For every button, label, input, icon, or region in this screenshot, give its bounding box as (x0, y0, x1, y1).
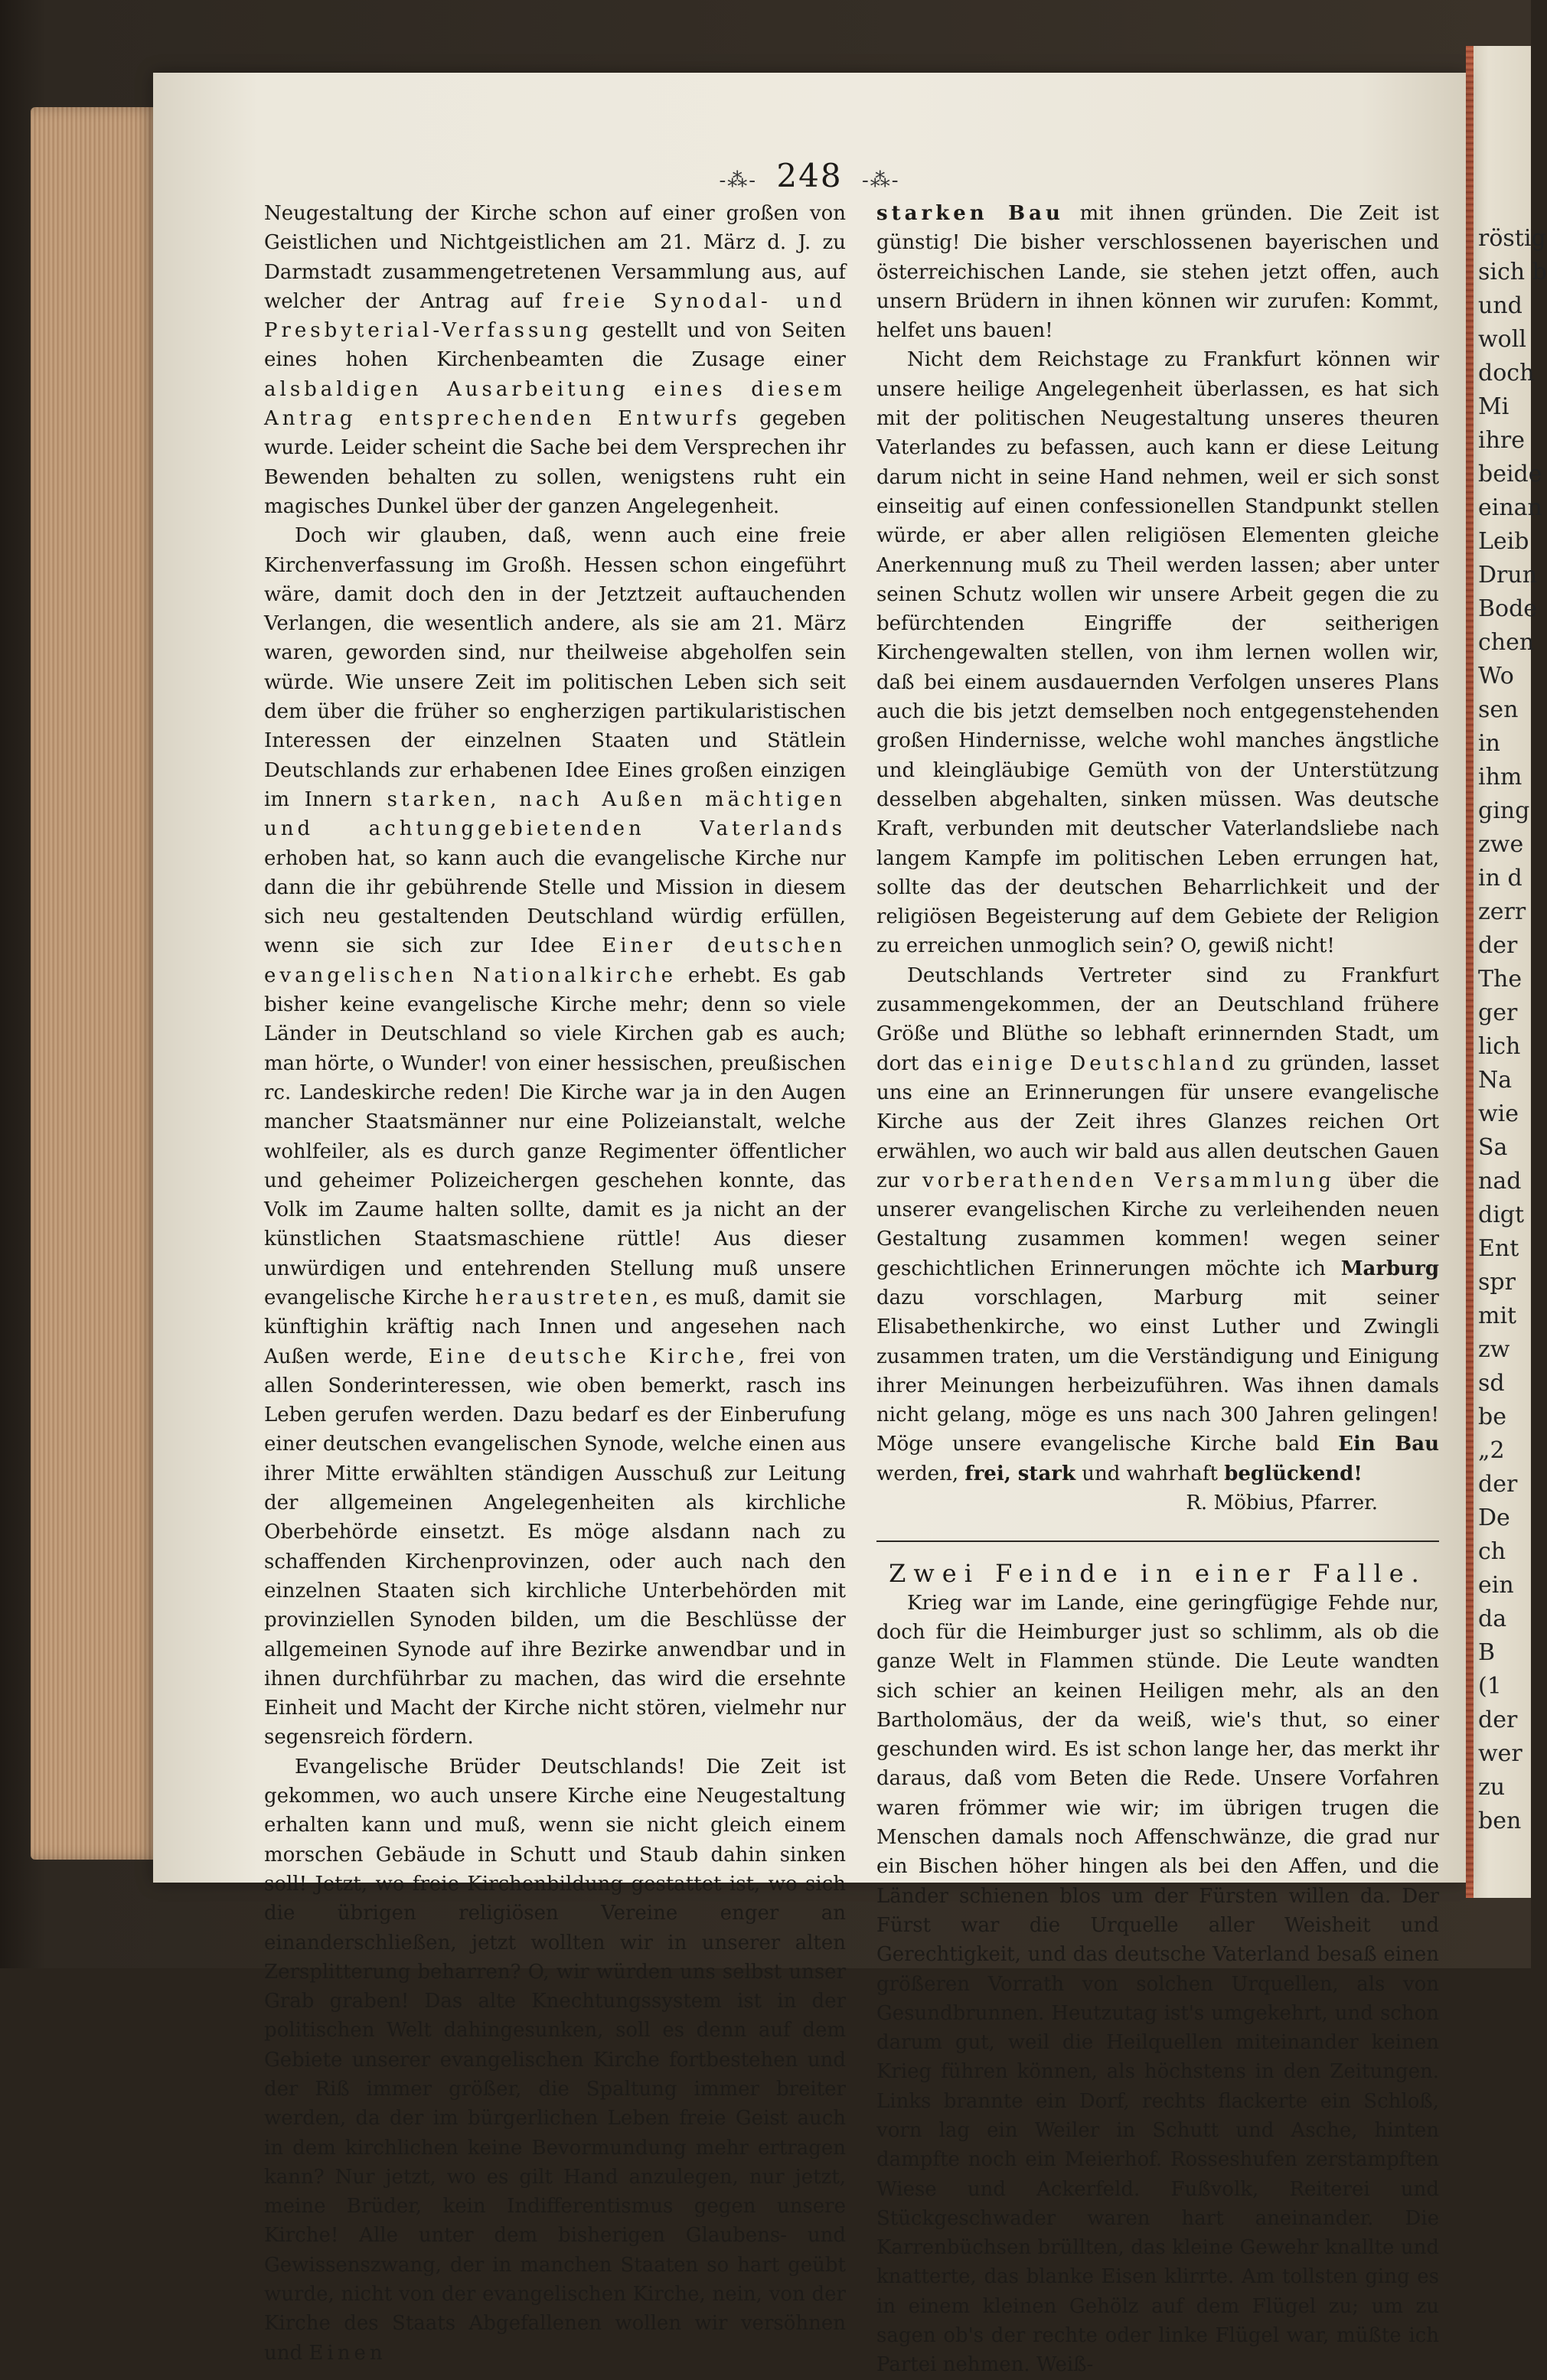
next-page-fragment: einan (1478, 494, 1542, 521)
section-divider (876, 1540, 1439, 1542)
emphasis-spaced: alsbaldigen Ausarbeitung eines diesem Antrag entsprechenden Entwurfs (264, 377, 846, 431)
text-run: Doch wir glauben, daß, wenn auch eine freie Kirchenverfassung im Großh. Hessen schon eingeführt wäre, damit doch den in der Jetztzeit auftauchenden Verlangen, die wesentlich andere, als sie am 21. März waren, geworden sind, nur theilweise abgeholfen sein würde. Wie unsere Zeit im politischen Leben sich seit dem über die früher so engherzigen partikularistischen Interessen der einzelnen Staaten und Stätlein Deutschlands zur erhabenen Idee Eines großen einzigen im Innern (264, 524, 846, 811)
next-page-fragment: ging (1478, 797, 1530, 824)
red-page-edge (1466, 46, 1474, 1898)
emphasis-bold: Ein Bau (1338, 1433, 1440, 1456)
text-run: gestellt und von Seiten eines hohen Kirchenbeamten die Zusage einer (264, 319, 846, 372)
next-page-edge (1466, 46, 1547, 1898)
next-page-fragment: zw (1478, 1336, 1510, 1363)
paragraph (876, 961, 1439, 1488)
next-page-fragment: ihre (1478, 427, 1526, 454)
paragraph (264, 199, 846, 521)
text-run: Nicht dem Reichstage zu Frankfurt können wir unsere heilige Angelegenheit überlassen, es hat sich mit der politischen Neugestaltung unseres theuren Vaterlandes zu befassen, auch kann er diese Leitung darum nicht in seine Hand nehmen, weil er sich sonst einseitig auf einen confessionellen Standpunkt stellen würde, er aber allen religiösen Elementen gleiche Anerkennung muß zu Theil werden lassen; aber unter seinen Schutz wollen wir unsere Arbeit gegen die zu befürchtenden Eingriffe der seitherigen Kirchengewalten stellen, von ihm lernen wollen wir, daß bei einem ausdauernden Verfolgen unseres Plans auch die bis jetzt demselben noch entgegenstehenden großen Hindernisse, welche wohl manches ängstliche und kleingläubige Gemüth von der Unterstützung desselben abgehalten, sinken müssen. Was deutsche Kraft, verbunden mit deutscher Vaterlandsliebe nach langem Kampfe im politischen Leben errungen hat, sollte das der deutschen Beharrlichkeit und der religiösen Begeisterung auf dem Gebiete der Religion zu erreichen unmoglich sein? O, gewiß nicht! (876, 348, 1439, 958)
next-page-fragment: Ent (1478, 1235, 1519, 1262)
next-page-fragment: wie (1478, 1100, 1519, 1127)
text-run: Evangelische Brüder Deutschlands! Die Zeit ist gekommen, wo auch unsere Kirche eine Neugestaltung erhalten kann und muß, wenn sie nicht gleich einem morschen Gebäude in Schutt und Staub dahin sinken soll! Jetzt, wo freie Kirchenbildung gestattet ist, wo sich die übrigen religiösen Vereine enger an einanderschließen, jetzt wollten wir in unserer alten Zersplitterung beharren? O, wir würden uns selbst unser Grab graben! Das alte Knechtungssystem ist in der politischen Welt dahingesunken, soll es denn auf dem Gebiete unserer evangelischen Kirche fortbestehen und der Riß immer größer, die Spaltung immer breiter werden, da der im bürgerlichen Leben freie Geist auch in dem kirchlichen keine Bevormundung mehr ertragen kann? Nur jetzt, wo es gilt Hand anzulegen, nur jetzt, meine Brüder, kein Indifferentismus gegen unsere Kirche! Alle unter dem bisherigen Glaubens- und Gewissenszwang, der in manchen Staaten so hart geübt wurde, nicht von der evangelischen Kirche, nein, von der Kirche des Staats Abgefallenen wollen wir versöhnen und (264, 1755, 846, 2365)
text-run: Deutschlands Vertreter sind zu Frankfurt zusammengekommen, der an Deutschland frühere Größe und Blüthe so lebhaft erinnernden Stadt, um dort das (876, 963, 1439, 1075)
next-page-fragment: zu (1478, 1774, 1506, 1801)
emphasis-bold: beglückend! (1224, 1462, 1363, 1485)
text-run: über die unserer evangelischen Kirche zu verleihenden neuen Gestaltung zusammen kommen! wegen seiner geschichtlichen Erinnerungen möchte ich (876, 1169, 1439, 1280)
next-page-fragment: röstig (1478, 225, 1546, 252)
text-run: gegeben wurde. Leider scheint die Sache bei dem Versprechen ihr Bewenden behalten zu sollen, wenigstens ruht ein magisches Dunkel über der ganzen Angelegenheit. (264, 407, 846, 518)
next-page-fragment: B (1478, 1639, 1496, 1666)
next-page-fragment: sen (1478, 696, 1519, 723)
next-page-fragment: sich b (1478, 259, 1547, 285)
next-page-fragment: der (1478, 932, 1518, 959)
next-page-fragment: wer (1478, 1740, 1523, 1767)
next-page-fragment: Drun (1478, 562, 1538, 588)
text-run: zu gründen, lasset uns eine an Erinnerungen für unsere evangelische Kirche aus der Zeit ihres Glanzes reichen Ort erwählen, wo auch wir bald aus allen deutschen Gauen zur (876, 1051, 1440, 1192)
next-page-fragment: woll (1478, 326, 1526, 353)
emphasis-spaced: freie Synodal- und Presbyterial-Verfassung (264, 289, 846, 343)
ornament-right-icon: -⁂- (861, 169, 900, 192)
text-run: mit ihnen gründen. Die Zeit ist günstig! Die bisher verschlossenen bayerischen und österreichischen Lande, sie stehen jetzt offen, auch unsern Brüdern in ihnen können wir zurufen: Kommt, helfet uns bauen! (876, 202, 1440, 343)
next-page-fragment: digt (1478, 1201, 1525, 1228)
next-page-fragment: lich (1478, 1033, 1521, 1060)
next-page-fragment: chen (1478, 629, 1535, 656)
next-page-fragment: ein (1478, 1572, 1514, 1599)
text-run: werden, (876, 1462, 959, 1485)
next-page-fragment: Sa (1478, 1134, 1508, 1161)
next-page-fragment: beide (1478, 461, 1542, 487)
text-run: erhoben hat, so kann auch die evangelische Kirche nur dann die ihr gebührende Stelle und Mission in diesem sich neu gestaltenden Deutschland würdig erfüllen, wenn sie sich zur Idee (264, 846, 846, 958)
text-run: , es muß, damit sie künftighin kräftig nach Innen und angesehen nach Außen werde, (264, 1286, 846, 1368)
page-number: 248 (776, 157, 843, 194)
text-run: und wahrhaft (1082, 1462, 1218, 1485)
emphasis-spaced: starken Bau (876, 202, 1064, 225)
next-page-fragment: Wo (1478, 663, 1514, 690)
paragraph (876, 345, 1439, 960)
next-page-fragment: spr (1478, 1269, 1516, 1296)
text-run: dazu vorschlagen, Marburg mit seiner Elisabethenkirche, wo einst Luther und Zwingli zusammen traten, um die Verständigung und Einigung ihrer Meinungen herbeizuführen. Was ihnen damals nicht gelang, möge es uns nach 300 Jahren gelingen! Möge unsere evangelische Kirche bald (876, 1286, 1439, 1456)
next-page-fragment: mit (1478, 1302, 1517, 1329)
ornament-left-icon: -⁂- (719, 169, 758, 192)
article-title: Zwei Feinde in einer Falle. (889, 1559, 1427, 1589)
signature: R. Möbius, Pfarrer. (1186, 1492, 1378, 1515)
emphasis-spaced: Einen (308, 2341, 387, 2365)
text-run: erhebt. Es gab bisher keine evangelische Kirche mehr; denn so viele Länder in Deutschland so viele Kirchen gab es auch; man hörte, o Wunder! von einer hessischen, preußischen rc. Landeskirche reden! Die Kirche war ja in den Augen mancher Staatsmänner nur eine Polizeianstalt, welche wohlfeiler, als es durch ganze Regimenter öffentlicher und geheimer Polizeichergen geschehen konnte, das Volk im Zaume halten sollte, damit es ja nicht an der künstlichen Staatsmaschiene rüttle! Aus dieser unwürdigen und entehrenden Stellung muß unsere evangelische Kirche (264, 963, 847, 1309)
next-page-fragment: doch (1478, 360, 1535, 386)
next-page-fragment: zerr (1478, 898, 1526, 925)
paragraph (876, 1589, 1439, 2380)
paragraph (876, 199, 1439, 345)
next-page-fragment: der (1478, 1471, 1518, 1498)
emphasis-bold: Marburg (1340, 1257, 1440, 1280)
emphasis-spaced: heraustreten (475, 1286, 653, 1309)
paragraph (264, 1752, 846, 2368)
book-page (153, 73, 1466, 2377)
next-page-fragment: Na (1478, 1067, 1513, 1094)
next-page-fragment: und (1478, 292, 1523, 319)
next-page-fragment: Bode (1478, 595, 1538, 622)
next-page-fragment: da (1478, 1606, 1507, 1632)
text-run: Krieg war im Lande, eine geringfügige Fehde nur, doch für die Heimburger just so schlimm, als ob die ganze Welt in Flammen stünde. Die Leute wandten sich schier an keinen Heiligen mehr, als an den Bartholomäus, der da weiß, wie's thut, so einer geschunden wird. Es ist schon lange her, das merkt ihr daraus, daß vom Beten die Rede. Unsere Vorfahren waren frömmer wie wir; im übrigen trugen die Menschen damals noch Affenschwänze, die grad nur ein Bischen höher hingen als bei den Affen, und die Länder schienen blos um der Fürsten willen da. Der Fürst war die Urquelle aller Weisheit und Gerechtigkeit, und das deutsche Vaterland besaß einen größeren Vorrath von solchen Urquellen, als von Gesundbrunnen. Heutzutag ist's umgekehrt, und schon darum gut, weil die Heilquellen miteinander keinen Krieg führen können, als höchstens in den Zeitungen. Links brannte ein Dorf, rechts flackerte ein Schloß, vorn lag ein Weiler in Schutt und Asche, hinten dampfte noch ein Meierhof. Rosseshufen zerstampften Wiese und Ackerfeld. Fußvolk, Reiterei und Stückgeschwader waren hart aneinander. Die Karrenbüchsen brüllten, das kleine Gewehr knallte und knatterte, das blanke Eisen klirrte. Am tollsten ging es in einem kleinen Gehölz auf dem Flügel zu; um zu sagen ob's der rechte oder linke Flügel war, müßte ich Partei nehmen. Weiß- (876, 1591, 1439, 2377)
paragraph (264, 521, 846, 1752)
next-page-fragment: in (1478, 730, 1500, 757)
next-page-fragment: ch (1478, 1538, 1506, 1565)
next-page-fragment: The (1478, 966, 1523, 993)
next-page-fragment: De (1478, 1505, 1510, 1531)
emphasis-spaced: Eine deutsche Kirche (428, 1345, 739, 1368)
emphasis-spaced: Einer deutschen evangelischen Nationalkirche (264, 934, 846, 987)
next-page-fragment: ger (1478, 999, 1518, 1026)
next-page-fragment: „2 (1478, 1437, 1505, 1464)
emphasis-spaced: einige Deutschland (971, 1051, 1239, 1075)
next-page-fragment: zwe (1478, 831, 1524, 858)
next-page-fragment: Mi (1478, 393, 1509, 420)
next-page-fragment: ihm (1478, 764, 1523, 791)
page-header (153, 157, 1466, 194)
next-page-fragment: sd (1478, 1370, 1505, 1397)
next-page-fragment: in d (1478, 865, 1523, 892)
text-run: Neugestaltung der Kirche schon auf einer großen von Geistlichen und Nichtgeistlichen am 21. März d. J. zu Darmstadt zusammengetretenen Versammlung aus, auf welcher der Antrag auf (264, 202, 846, 313)
text-run: , frei von allen Sonderinteressen, wie oben bemerkt, rasch ins Leben gerufen werden. Dazu bedarf es der Einberufung einer deutschen evangelischen Synode, welche einen aus ihrer Mitte erwählten ständigen Ausschuß zur Leitung der allgemeinen Angelegenheiten als kirchliche Oberbehörde einsetzt. Es möge alsdann nach zu schaffenden Kirchenprovinzen, oder auch nach den einzelnen Staaten sich kirchliche Unterbehörden mit provinziellen Synoden bilden, um die Beschlüsse der allgemeinen Synode auf ihre Bezirke anwendbar und in ihnen durchführbar zu machen, das wird die ersehnte Einheit und Macht der Kirche nicht stören, vielmehr nur segensreich fördern. (264, 1345, 847, 1749)
emphasis-bold: frei, stark (964, 1462, 1076, 1485)
left-column (264, 199, 846, 2368)
emphasis-spaced: starken, nach Außen mächtigen und achtunggebietenden Vaterlands (264, 787, 847, 841)
next-page-fragment: be (1478, 1404, 1506, 1430)
book-page-edges (31, 107, 161, 1860)
next-page-fragment: ben (1478, 1808, 1522, 1834)
right-column (876, 199, 1439, 2380)
emphasis-spaced: vorberathenden Versammlung (922, 1169, 1335, 1192)
next-page-fragment: Leib (1478, 528, 1529, 555)
next-page-fragment: (1 (1478, 1673, 1502, 1700)
next-page-fragment: der (1478, 1707, 1518, 1733)
next-page-fragment: nad (1478, 1168, 1522, 1195)
